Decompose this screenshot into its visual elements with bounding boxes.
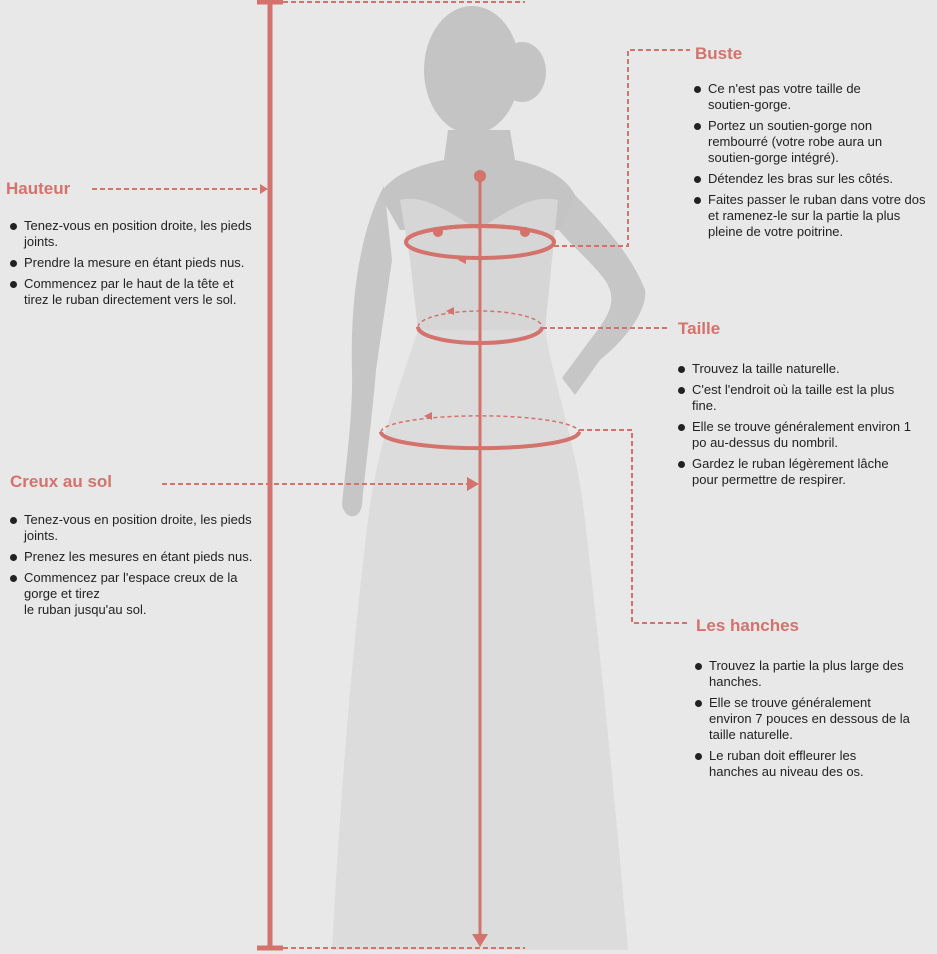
hauteur-bullets bbox=[10, 218, 260, 313]
list-item: Portez un soutien-gorge non rembourré (votre robe aura un soutien-gorge intégré). bbox=[694, 118, 929, 166]
list-item: Faites passer le ruban dans votre dos et ramenez-le sur la partie la plus pleine de votre poitrine. bbox=[694, 192, 929, 240]
list-item: Prenez les mesures en étant pieds nus. bbox=[10, 549, 272, 565]
list-item: Trouvez la partie la plus large des hanches. bbox=[695, 658, 909, 690]
list-item: Tenez-vous en position droite, les pieds joints. bbox=[10, 512, 254, 544]
silhouette-bun bbox=[498, 42, 546, 102]
list-item: Prendre la mesure en étant pieds nus. bbox=[10, 255, 260, 271]
creux-heading: Creux au sol bbox=[10, 472, 113, 491]
silhouette bbox=[332, 6, 645, 950]
list-item: Tenez-vous en position droite, les pieds joints. bbox=[10, 218, 260, 250]
hauteur-heading: Hauteur bbox=[6, 179, 71, 198]
hanches-heading: Les hanches bbox=[696, 616, 799, 635]
list-item: Commencez par l'espace creux de la gorge et tirez bbox=[10, 570, 254, 602]
list-item: Détendez les bras sur les côtés. bbox=[694, 171, 929, 187]
buste-heading: Buste bbox=[695, 44, 743, 63]
list-item: Gardez le ruban légèrement lâche pour permettre de respirer. bbox=[678, 456, 902, 488]
silhouette-right-arm bbox=[555, 186, 645, 395]
hanches-bullets bbox=[695, 658, 910, 785]
list-item: Le ruban doit effleurer les hanches au niveau des os. bbox=[695, 748, 899, 780]
list-item-continuation: le ruban jusqu'au sol. bbox=[24, 602, 147, 617]
list-item: Commencez par le haut de la tête et tirez le ruban directement vers le sol. bbox=[10, 276, 254, 308]
buste-bullets bbox=[694, 81, 929, 245]
list-item: Elle se trouve généralement environ 7 pouces en dessous de la taille naturelle. bbox=[695, 695, 910, 743]
taille-bullets bbox=[678, 361, 928, 493]
list-item: C'est l'endroit où la taille est la plus fine. bbox=[678, 382, 902, 414]
creux-bullets bbox=[10, 512, 272, 623]
taille-heading: Taille bbox=[678, 319, 721, 338]
list-item: Elle se trouve généralement environ 1 po au-dessus du nombril. bbox=[678, 419, 928, 451]
list-item: Trouvez la taille naturelle. bbox=[678, 361, 928, 377]
list-item: Ce n'est pas votre taille de soutien-gorge. bbox=[694, 81, 888, 113]
